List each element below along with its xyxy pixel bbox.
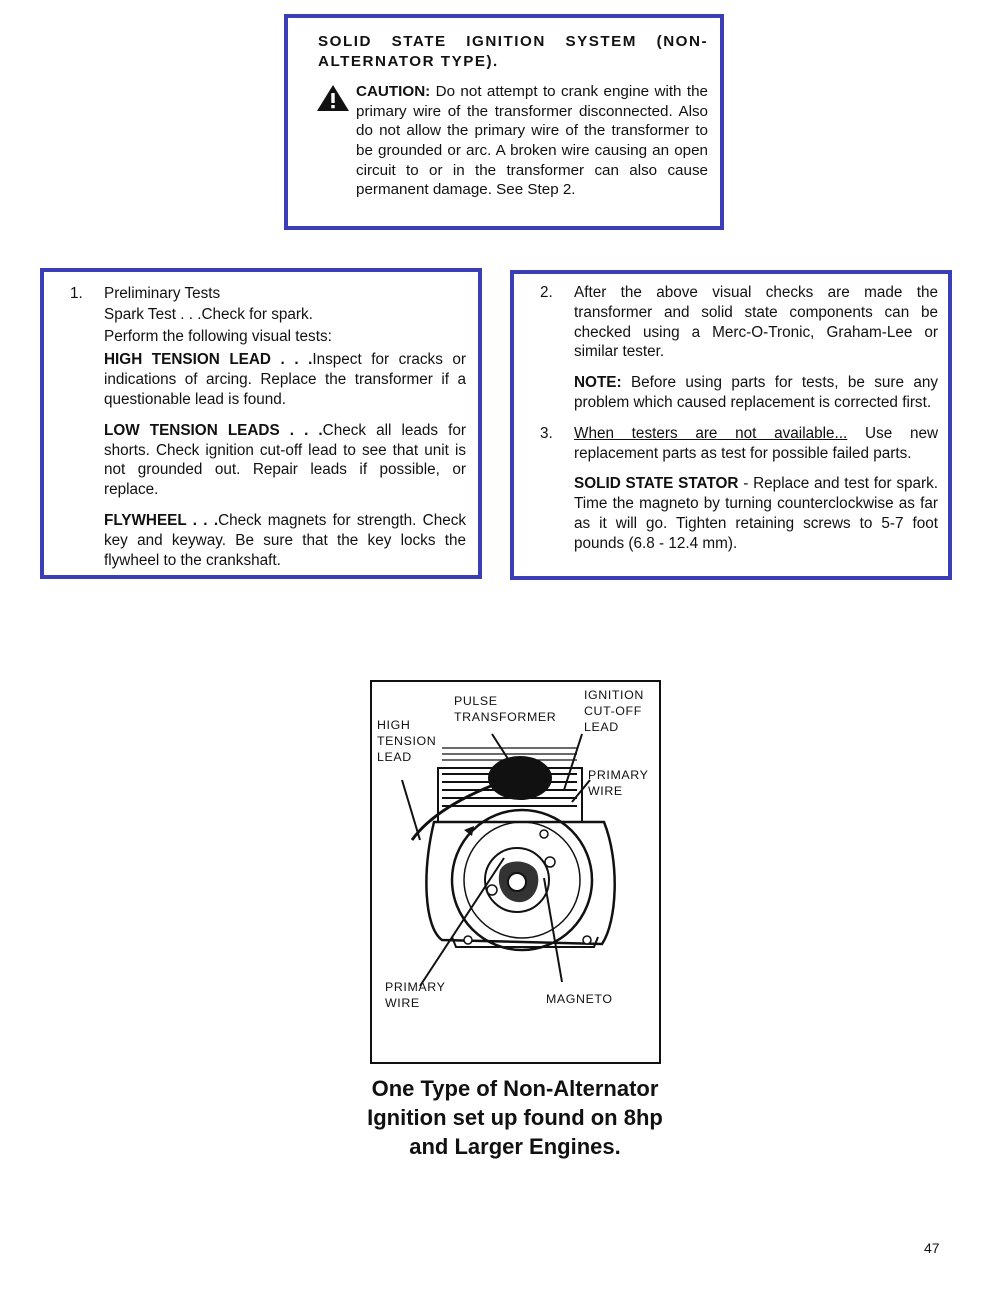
step-3 — [540, 424, 938, 554]
caution-block — [318, 82, 708, 200]
ignition-diagram — [370, 680, 661, 1064]
caption-line-1: One Type of Non-Alternator — [371, 1076, 659, 1101]
pulse-transformer-label-line1: PULSE — [454, 694, 498, 708]
step-2 — [540, 283, 938, 413]
caution-label: CAUTION: — [356, 83, 431, 101]
step-2-text: After the above visual checks are made the transformer and solid state components can be checked using a Merc-O-Tronic, Graham-Lee or similar tester. — [574, 284, 938, 361]
high-tension-paragraph — [104, 350, 466, 409]
caption-line-2: Ignition set up found on 8hp — [367, 1105, 663, 1130]
note-paragraph — [574, 373, 938, 413]
primary-wire-top-label-line1: PRIMARY — [588, 768, 649, 782]
primary-wire-top-label-line2: WIRE — [588, 784, 623, 798]
low-tension-paragraph — [104, 421, 466, 500]
high-tension-text: Inspect for cracks or indications of arcing. Replace the transformer if a questionable lead is found. — [104, 351, 467, 408]
figure-caption — [330, 1074, 700, 1161]
stator-text: - Replace and test for spark. Time the magneto by turning counterclockwise as far as it will go. Tighten retaining screws to 5-7 foot pounds (6.8 - 12.4 mm). — [574, 475, 939, 552]
step-1 — [70, 284, 466, 570]
step-number: 3. — [540, 424, 553, 442]
warning-triangle-icon — [316, 82, 356, 200]
stator-paragraph — [574, 474, 938, 553]
caution-body: Do not attempt to crank engine with the primary wire of the transformer disconnected. Also do not allow the primary wire of the transformer to be grounded or arc. A broken wire causing an open circuit to or in the transformer can also cause permanent damage. See Step 2. — [356, 83, 708, 199]
high-tension-label: HIGH TENSION LEAD . . . — [104, 351, 313, 369]
step-number: 2. — [540, 284, 553, 301]
flywheel-label: FLYWHEEL . . . — [104, 511, 219, 529]
stator-label: SOLID STATE STATOR — [574, 475, 739, 493]
step-3-text — [574, 424, 938, 464]
low-tension-label: LOW TENSION LEADS . . . — [104, 421, 323, 439]
step-1-heading: Preliminary Tests — [104, 285, 221, 302]
step-3-body: Use new replacement parts as test for possible failed parts. — [574, 424, 939, 462]
section-title: SOLID STATE IGNITION SYSTEM (NON-ALTERNATOR TYPE). — [318, 33, 708, 70]
note-text: Before using parts for tests, be sure any problem which caused replacement is corrected first. — [574, 374, 938, 411]
note-label: NOTE: — [574, 374, 622, 392]
flywheel-paragraph — [104, 511, 466, 570]
primary-wire-bottom-label-line1: PRIMARY — [385, 980, 446, 994]
low-tension-text: Check all leads for shorts. Check ignition cut-off lead to see that unit is not grounded out. Repair leads if possible, or replace. — [104, 421, 466, 499]
ignition-cutoff-label-line3: LEAD — [584, 720, 619, 734]
high-tension-label-line2: TENSION — [377, 734, 437, 748]
caution-text — [356, 82, 708, 200]
magneto-label: MAGNETO — [546, 992, 613, 1006]
step-number: 1. — [70, 285, 83, 302]
high-tension-label-line1: HIGH — [377, 718, 411, 732]
flywheel-text: Check magnets for strength. Check key and keyway. Be sure that the key locks the flywheel to the crankshaft. — [104, 511, 466, 569]
caption-line-3: and Larger Engines. — [409, 1134, 621, 1159]
step-1-box — [40, 268, 482, 579]
spark-test-line: Spark Test . . .Check for spark. — [104, 305, 313, 323]
visual-tests-intro: Perform the following visual tests: — [104, 327, 332, 345]
step-3-underlined: When testers are not available... — [574, 424, 848, 442]
caution-box — [284, 14, 724, 230]
primary-wire-bottom-label-line2: WIRE — [385, 996, 420, 1010]
ignition-cutoff-label-line2: CUT-OFF — [584, 704, 642, 718]
steps-2-3-box — [510, 270, 952, 580]
page-number: 47 — [924, 1240, 940, 1256]
ignition-cutoff-label-line1: IGNITION — [584, 688, 644, 702]
high-tension-label-line3: LEAD — [377, 750, 412, 764]
pulse-transformer-label-line2: TRANSFORMER — [454, 710, 557, 724]
